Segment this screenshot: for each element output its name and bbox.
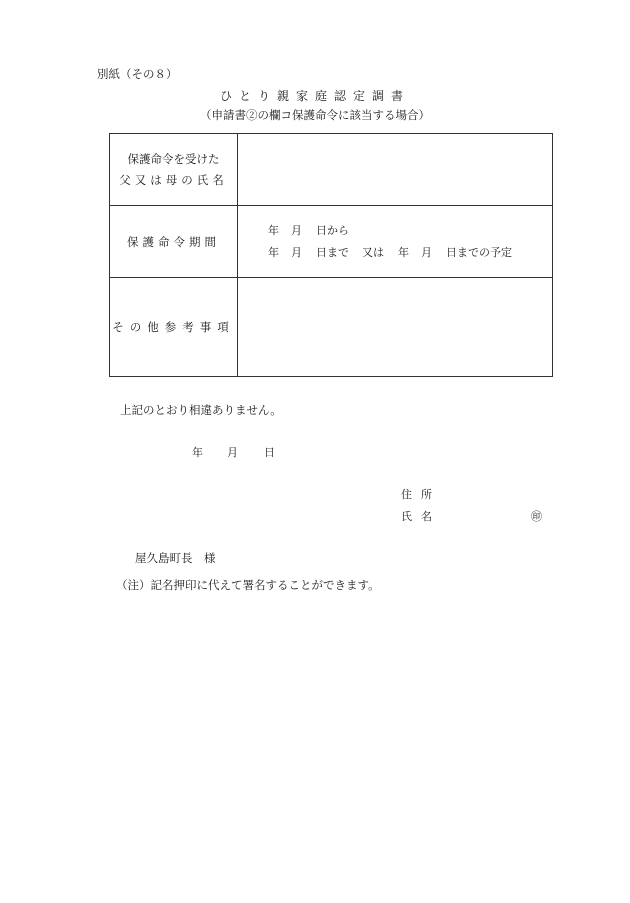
period-to-month2: 月 bbox=[421, 245, 432, 259]
date-month: 月 bbox=[227, 446, 238, 459]
date-line bbox=[192, 444, 275, 460]
form-row-other-notes bbox=[110, 278, 553, 377]
period-to-day2: 日までの予定 bbox=[446, 245, 512, 259]
attachment-label: 別紙（その８） bbox=[97, 67, 178, 81]
period-to-year2: 年 bbox=[398, 245, 409, 259]
document-subtitle: （申請書②の欄コ保護命令に該当する場合） bbox=[200, 108, 430, 122]
form-row-parent-name bbox=[110, 134, 553, 206]
addressee: 屋久島町長 様 bbox=[135, 551, 216, 565]
parent-name-label-line2: 父又は母の氏名 bbox=[119, 172, 228, 187]
period-from-line bbox=[268, 220, 552, 242]
address-label: 住所 bbox=[401, 488, 441, 501]
other-notes-field[interactable] bbox=[238, 278, 553, 377]
period-or: 又は bbox=[362, 245, 384, 259]
period-to-line bbox=[268, 242, 552, 264]
form-table bbox=[109, 133, 553, 377]
protection-period-field[interactable] bbox=[238, 206, 553, 278]
period-from-day: 日から bbox=[316, 223, 349, 237]
confirmation-text: 上記のとおり相違ありません。 bbox=[120, 403, 282, 417]
other-notes-label: その他参考事項 bbox=[110, 278, 238, 377]
date-day: 日 bbox=[264, 446, 275, 459]
parent-name-label-line1: 保護命令を受けた bbox=[127, 151, 220, 166]
period-to-year: 年 bbox=[268, 245, 279, 259]
protection-period-label: 保護命令期間 bbox=[110, 206, 238, 278]
seal-mark: ㊞ bbox=[531, 510, 542, 523]
form-row-protection-period bbox=[110, 206, 553, 278]
footnote: （注）記名押印に代えて署名することができます。 bbox=[116, 578, 380, 592]
name-label: 氏名 bbox=[401, 510, 441, 523]
period-from-month: 月 bbox=[291, 223, 302, 237]
date-year: 年 bbox=[192, 446, 203, 459]
parent-name-label bbox=[110, 134, 238, 206]
period-to-day: 日まで bbox=[316, 245, 349, 259]
period-to-month: 月 bbox=[291, 245, 302, 259]
document-title: ひとり親家庭認定調書 bbox=[219, 89, 410, 103]
parent-name-field[interactable] bbox=[238, 134, 553, 206]
period-from-year: 年 bbox=[268, 223, 279, 237]
